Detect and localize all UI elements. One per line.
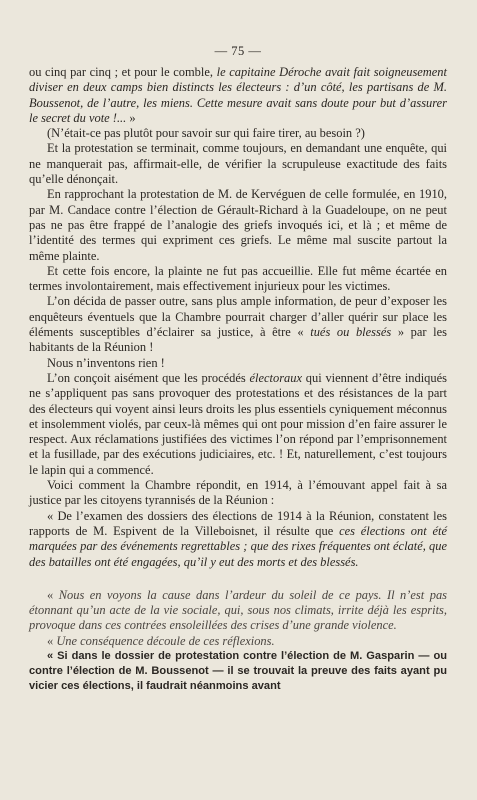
text-run: En rapprochant la protestation de M. de Kervéguen de celle formulée, en 1910, par M. Candace contre l’élection de Gérault-Richard à la Guadeloupe, on ne peut pas ne pas être frappé de l’analogie des griefs invoqués ici, et là ; et même de l’identité des termes qui expriment ces griefs. Le même mal suscite partout la même plainte. xyxy=(29,187,447,263)
quote-paragraph xyxy=(29,634,447,649)
paragraph xyxy=(29,141,447,187)
text-run: qui viennent d’être indiqués ne s’appliquent pas sans provoquer des protestations et des résistances de la part des électeurs qui voyent ainsi leurs droits les plus essentiels cyniquement méconnus et insolemment violés, par ceux-là mêmes qui ont pour mission d’en faire assurer le respect. Aux réclamations justifiées des victimes l’on répond par l’emprisonnement et la fusillade, par des exécutions judiciaires, etc. ! Et, naturellement, c’est toujours le lapin qui a commencé. xyxy=(29,370,447,477)
paragraph xyxy=(29,478,447,509)
paragraph xyxy=(29,294,447,355)
text-run: (N’était-ce pas plutôt pour savoir sur qui faire tirer, au besoin ?) xyxy=(47,126,365,141)
italic-text-run: Nous en voyons la cause dans l’ardeur du soleil de ce pays. Il n’est pas étonnant qu’un acte de la vie sociale, qui, sous nos climats, irrite déjà les esprits, provoque dans ces contrées ensoleillées des crises d’une grande violence. xyxy=(29,587,447,633)
quote-paragraph xyxy=(29,509,447,570)
text-run: L’on décida de passer outre, sans plus ample information, de peur d’exposer les enquêteurs éventuels que la Chambre pourrait charger d’aller quérir sur place les éléments susceptibles d’éclairer sa justice, à être « xyxy=(29,294,447,340)
text-run: Nous n’inventons rien ! xyxy=(47,355,165,370)
italic-text-run: ces élections ont été marquées par des événements regrettables ; que des rixes fréquentes ont éclaté, que des batailles ont été engagées, qu’il y eut des morts et des blessés. xyxy=(29,523,447,569)
text-run: Et cette fois encore, la plainte ne fut pas accueillie. Elle fut même écartée en termes involontairement, mais effectivement injurieux pour les victimes. xyxy=(29,263,447,294)
italic-text-run: Une conséquence découle de ces réflexions. xyxy=(56,633,275,648)
quote-paragraph-bold xyxy=(29,649,447,694)
text-run: L’on conçoit aisément que les procédés xyxy=(47,370,250,385)
text-run: Et la protestation se terminait, comme toujours, en demandant une enquête, qui ne manquerait pas, affirmait-elle, de vérifier la scrupuleuse exactitude des faits qu’elle dénonçait. xyxy=(29,141,447,187)
text-run: « Si dans le dossier de protestation contre l’élection de M. Gasparin — ou contre l’élection de M. Boussenot — il se trouvait la preuve des faits ayant pu vicier ces élections, il faudrait néanmoins avant xyxy=(29,649,447,692)
italic-text-run: tués ou blessés xyxy=(310,325,392,340)
text-run: Voici comment la Chambre répondit, en 1914, à l’émouvant appel fait à sa justice par les citoyens tyrannisés de la Réunion : xyxy=(29,478,447,508)
text-run: « xyxy=(47,633,57,648)
text-run: « De l’examen des dossiers des élections de 1914 à la Réunion, constatent les rapports de M. Espivent de la Villeboisnet, il résulte que xyxy=(29,508,447,538)
paragraph xyxy=(29,356,447,371)
italic-text-run: le capitaine Déroche avait fait soigneusement diviser en deux camps bien distincts les électeurs : d’un côté, les partisans de M. Boussenot, de l’autre, les miens. Cette mesure avait sans doute pour but d’assurer le secret du vote !... xyxy=(29,65,447,125)
text-run: « xyxy=(47,587,59,602)
italic-text-run: électoraux xyxy=(249,370,302,385)
paragraph xyxy=(29,264,447,295)
paragraph xyxy=(29,187,447,263)
quote-paragraph xyxy=(29,588,447,634)
text-run: ou cinq par cinq ; et pour le comble, xyxy=(29,65,217,79)
paragraph xyxy=(29,126,447,141)
page-number: — 75 — xyxy=(214,44,262,58)
text-run: » par les habitants de la Réunion ! xyxy=(29,325,447,355)
text-run: » xyxy=(126,110,136,125)
section-gap xyxy=(29,570,447,588)
paragraph xyxy=(29,65,447,126)
paragraph xyxy=(29,371,447,478)
